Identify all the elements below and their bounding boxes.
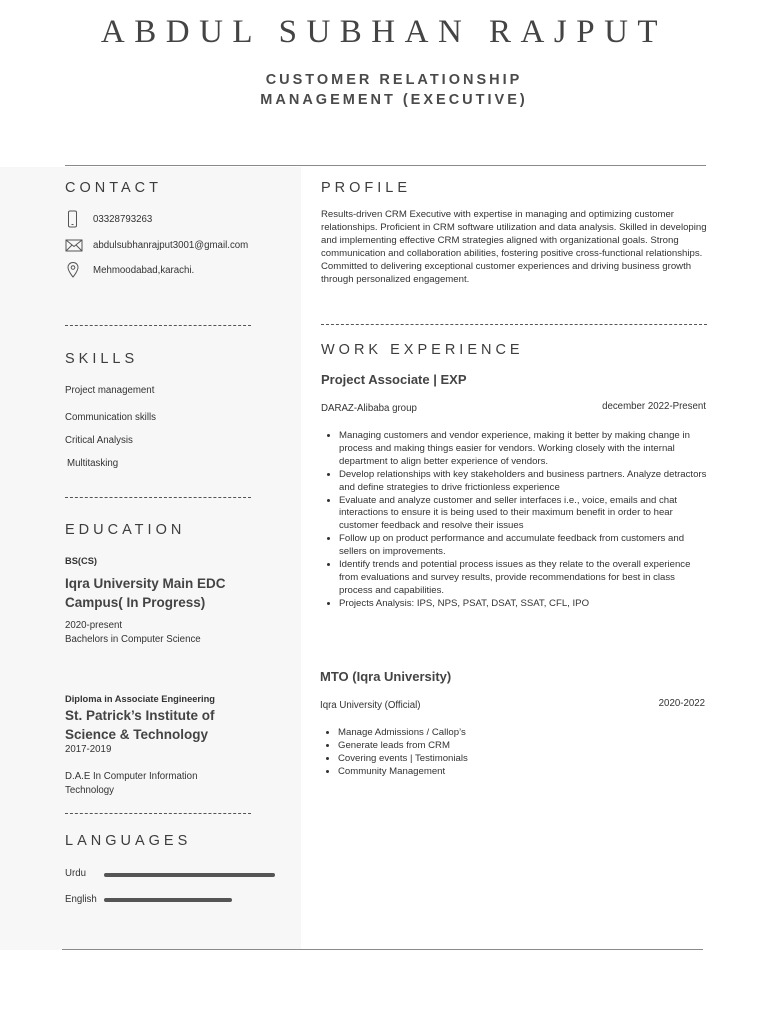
job-bullet: • Evaluate and analyze customer and seller interfaces i.e., voice, emails and chat interactions to ensure it is being used to their maximum benefit in order to hear customer feedback and resolve their issues [339, 495, 711, 534]
education-divider [65, 813, 251, 814]
job-bullet: • Generate leads from CRM [338, 740, 710, 753]
phone-number: 03328793263 [93, 214, 153, 225]
bottom-divider [62, 949, 703, 950]
skill-item: Communication skills [65, 412, 156, 423]
skills-heading: SKILLS [65, 351, 139, 367]
job-title: MTO (Iqra University) [320, 669, 452, 684]
education-degree: BS(CS) [65, 556, 98, 566]
job-dates: december 2022-Present [602, 401, 706, 412]
job-role-line-1: CUSTOMER RELATIONSHIP [265, 72, 523, 88]
education-heading: EDUCATION [65, 522, 186, 538]
profile-divider [321, 324, 707, 325]
job-bullets [320, 727, 710, 779]
job-bullet: • Follow up on product performance and accumulate feedback from customers and sellers on improvements. [339, 533, 711, 559]
job-dates: 2020-2022 [658, 698, 705, 709]
email-address: abdulsubhanrajput3001@gmail.com [93, 240, 249, 251]
job-bullet: • Develop relationships with key stakeholders and business partners. Analyze detractors and define strategies to drive frictionless experience [339, 469, 711, 495]
education-detail: D.A.E In Computer Information Technology [65, 771, 198, 796]
skills-divider [65, 497, 251, 498]
contact-phone [65, 210, 295, 230]
skill-item: Multitasking [67, 458, 119, 469]
job-bullets [321, 430, 711, 611]
language-name: Urdu [65, 868, 86, 879]
profile-heading: PROFILE [321, 180, 412, 196]
job-company: Iqra University (Official) [320, 700, 421, 711]
education-detail: Bachelors in Computer Science [65, 634, 201, 645]
language-level-bar [104, 898, 232, 902]
job-role [0, 70, 768, 110]
job-bullet: • Community Management [338, 766, 710, 779]
location-pin-icon [65, 261, 81, 279]
language-name: English [65, 894, 97, 905]
job-bullet: • Identify trends and potential process issues as they relate to the overall experience from evaluations and survey results, provide recommendations for best in class process and capabilities. [339, 559, 711, 598]
job-role-line-2: MANAGEMENT (EXECUTIVE) [260, 92, 528, 108]
contact-email [65, 236, 295, 256]
job-title: Project Associate | EXP [321, 372, 467, 387]
profile-summary: Results-driven CRM Executive with expertise in managing and optimizing customer relationships. Proficient in CRM software utilization and data analysis. Skilled in developing and implementing effective CRM strategies aligned with organizational goals. Strong communication and collaboration abilities, fostering positive cross-functional relationships. Committed to delivering exceptional customer experiences and driving business growth through personalized engagement. [321, 209, 707, 286]
envelope-icon [65, 236, 81, 254]
contact-heading: CONTACT [65, 180, 163, 196]
top-divider [65, 165, 706, 166]
education-school: Iqra University Main EDC Campus( In Progress) [65, 576, 226, 610]
skill-item: Project management [65, 385, 155, 396]
education-degree: Diploma in Associate Engineering [65, 694, 215, 704]
skill-item: Critical Analysis [65, 435, 133, 446]
candidate-name: ABDUL SUBHAN RAJPUT [100, 14, 668, 50]
job-company: DARAZ-Alibaba group [321, 403, 417, 414]
language-level-bar [104, 873, 275, 877]
job-bullet: • Covering events | Testimonials [338, 753, 710, 766]
languages-heading: LANGUAGES [65, 833, 192, 849]
education-years: 2017-2019 [65, 744, 112, 755]
location-text: Mehmoodabad,karachi. [93, 265, 195, 276]
job-bullet: • Managing customers and vendor experience, making it better by making change in process and making things easier for vendors. Working closely with the internal department to align better experience of vendors. [339, 430, 711, 469]
education-years: 2020-present [65, 620, 123, 631]
job-bullet: • Manage Admissions / Callop’s [338, 727, 710, 740]
contact-divider [65, 325, 251, 326]
contact-location [65, 261, 295, 281]
work-experience-heading: WORK EXPERIENCE [321, 342, 524, 358]
education-school: St. Patrick’s Institute of Science & Technology [65, 708, 215, 742]
phone-icon [65, 210, 81, 228]
job-bullet: • Projects Analysis: IPS, NPS, PSAT, DSAT, SSAT, CFL, IPO [339, 598, 711, 611]
